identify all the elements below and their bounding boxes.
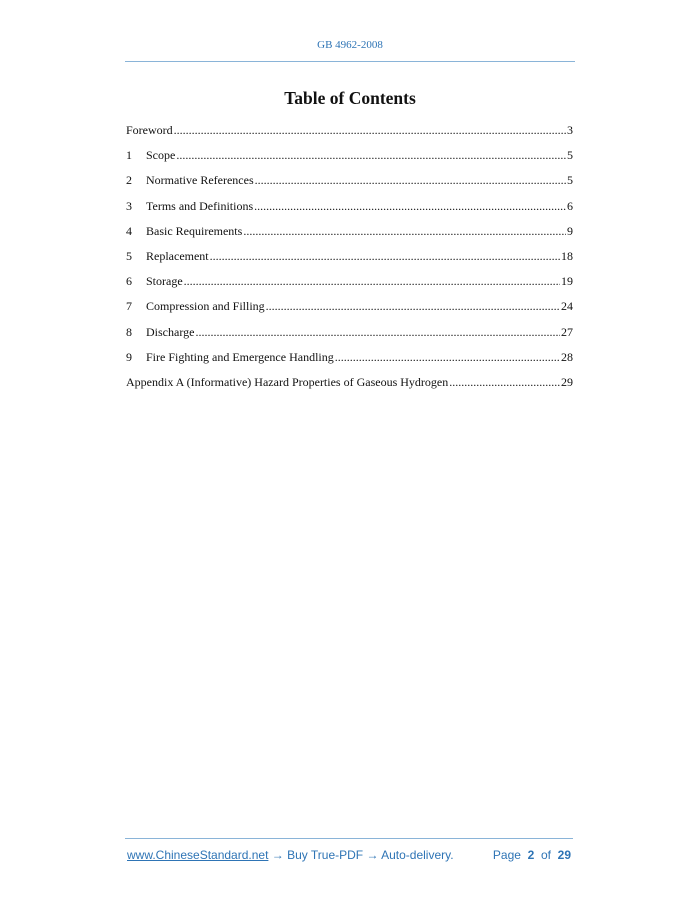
toc-entry-number: 7 bbox=[126, 299, 132, 314]
toc-entry-storage[interactable] bbox=[126, 274, 573, 299]
toc-entry-number: 1 bbox=[126, 148, 132, 163]
toc-entry-appendix-a[interactable] bbox=[126, 375, 573, 400]
toc-entry-page: 19 bbox=[561, 274, 573, 289]
toc-entry-label: Storage bbox=[146, 274, 183, 289]
toc-entry-number: 4 bbox=[126, 223, 132, 238]
toc-entry-label: Discharge bbox=[146, 324, 195, 339]
toc-dot-leader bbox=[335, 350, 560, 365]
toc-entry-replacement[interactable] bbox=[126, 249, 573, 274]
toc-list bbox=[126, 123, 573, 400]
chinesestandard-link[interactable]: www.ChineseStandard.net bbox=[127, 848, 269, 862]
toc-dot-leader bbox=[255, 173, 566, 188]
toc-entry-page: 18 bbox=[561, 248, 573, 263]
toc-entry-label: Foreword bbox=[126, 123, 173, 137]
current-page-number: 2 bbox=[527, 848, 535, 862]
toc-entry-label: Appendix A (Informative) Hazard Properties of Gaseous Hydrogen bbox=[126, 374, 449, 389]
toc-entry-page: 9 bbox=[567, 223, 573, 238]
toc-entry-page: 5 bbox=[567, 148, 573, 163]
toc-entry-normative-references[interactable] bbox=[126, 173, 573, 198]
page-indicator bbox=[493, 848, 571, 863]
page-header bbox=[125, 38, 575, 62]
toc-dot-leader bbox=[254, 199, 566, 214]
toc-entry-page: 6 bbox=[567, 198, 573, 213]
toc-entry-number: 5 bbox=[126, 248, 132, 263]
toc-entry-number: 9 bbox=[126, 349, 132, 364]
toc-entry-label: Terms and Definitions bbox=[146, 198, 254, 213]
toc-entry-label: Scope bbox=[146, 148, 176, 163]
toc-dot-leader bbox=[174, 123, 566, 138]
toc-entry-terms-and-definitions[interactable] bbox=[126, 199, 573, 224]
toc-dot-leader bbox=[195, 325, 560, 340]
toc-entry-page: 3 bbox=[567, 123, 573, 137]
toc-entry-page: 5 bbox=[567, 173, 573, 188]
toc-entry-label: Normative References bbox=[146, 173, 254, 188]
toc-dot-leader bbox=[176, 148, 566, 163]
toc-entry-number: 6 bbox=[126, 274, 132, 289]
total-pages-number: 29 bbox=[557, 848, 571, 862]
toc-dot-leader bbox=[210, 249, 560, 264]
toc-entry-page: 27 bbox=[561, 324, 573, 339]
of-word: of bbox=[540, 848, 551, 862]
footer-tagline: → Buy True-PDF → Auto-delivery. bbox=[268, 848, 454, 862]
toc-entry-label: Replacement bbox=[146, 248, 209, 263]
toc-entry-basic-requirements[interactable] bbox=[126, 224, 573, 249]
toc-entry-label: Fire Fighting and Emergence Handling bbox=[146, 349, 334, 364]
toc-entry-number: 3 bbox=[126, 198, 132, 213]
toc-entry-page: 24 bbox=[561, 299, 573, 314]
header-doc-id: GB 4962-2008 bbox=[317, 39, 383, 51]
page-word: Page bbox=[492, 848, 521, 862]
toc-entry-label: Compression and Filling bbox=[146, 299, 265, 314]
toc-title: Table of Contents bbox=[284, 88, 416, 108]
toc-entry-foreword[interactable] bbox=[126, 123, 573, 148]
toc-entry-compression-and-filling[interactable] bbox=[126, 299, 573, 324]
toc-entry-page: 29 bbox=[561, 374, 573, 389]
toc-entry-page: 28 bbox=[561, 349, 573, 364]
toc-entry-label: Basic Requirements bbox=[146, 223, 243, 238]
toc-entry-fire-fighting[interactable] bbox=[126, 350, 573, 375]
page-footer bbox=[125, 838, 573, 862]
toc-dot-leader bbox=[449, 375, 560, 390]
toc-entry-number: 2 bbox=[126, 173, 132, 188]
toc-dot-leader bbox=[266, 299, 560, 314]
footer-promo bbox=[127, 848, 454, 863]
toc-entry-discharge[interactable] bbox=[126, 325, 573, 350]
toc-entry-scope[interactable] bbox=[126, 148, 573, 173]
toc-entry-number: 8 bbox=[126, 324, 132, 339]
toc-dot-leader bbox=[243, 224, 566, 239]
toc-dot-leader bbox=[184, 274, 560, 289]
